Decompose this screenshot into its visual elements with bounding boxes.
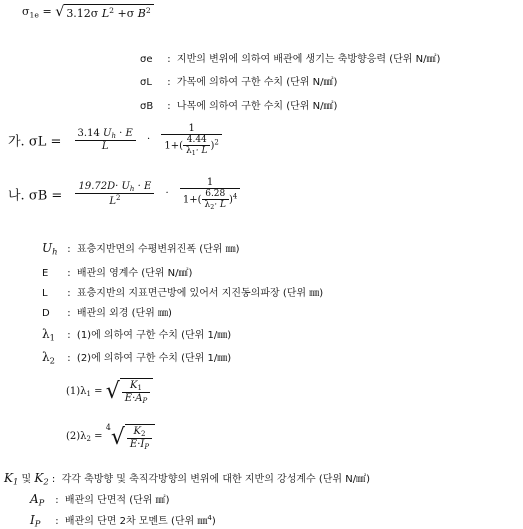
definition-e: E : 배관의 영계수 (단위 N/㎟) xyxy=(42,268,193,279)
equation-na-label: 나. σB = xyxy=(8,188,63,204)
definition-ip: $I_P$ : 배관의 단면 2차 모멘트 (단위 ㎜$^4$) xyxy=(30,513,216,529)
definition-sigma-l: σL : 가목에 의하여 구한 수치 (단위 N/㎟) xyxy=(140,77,338,88)
equation-ga-label: 가. σL = xyxy=(8,134,62,150)
definition-ap: $A_P$ : 배관의 단면적 (단위 ㎟) xyxy=(30,492,170,508)
definition-sigma-b: σB : 나목에 의하여 구한 수치 (단위 N/㎟) xyxy=(140,101,338,112)
sigma-1e-symbol: $\sigma_{1e}$ xyxy=(22,5,39,20)
definition-d: D : 배관의 외경 (단위 ㎜) xyxy=(42,308,172,319)
equation-lambda-1: $(1)\lambda_1$ = √ $\frac{K_1}{E\cdot A_P}$ xyxy=(66,378,153,405)
root-lambda-2: $^4$√ $\frac{K_2}{E\cdot I_P}$ xyxy=(106,423,155,451)
square-root: √ 3.12σ $L^2 +\sigma$ $B^2$ xyxy=(55,4,154,20)
definition-k1-k2: $K_1$ 및 $K_2$ : 각각 축방향 및 축직각방향의 변위에 대한 지반의 강성계수 (단위 N/㎟) xyxy=(4,471,370,487)
equation-lambda-2: $(2)\lambda_2 = ^4√$ $\frac{K_2}{E\cdot I_P}$ xyxy=(66,423,155,451)
root-lambda-1: √ $\frac{K_1}{E\cdot A_P}$ xyxy=(106,378,153,405)
fraction-na-main: $\frac{19.72D\cdot U_h \cdot E}{L^2}$ xyxy=(75,181,154,207)
fraction-ga-main: $\frac{3.14 U_h \cdot E}{L}$ xyxy=(75,128,136,152)
fraction-ga-damping: 1 1+( $\frac{4.44}{\lambda_1\cdot L}$ )$^2$ xyxy=(161,123,221,157)
definition-lambda-1: $\lambda_1$ : (1)에 의하여 구한 수치 (단위 1/㎜) xyxy=(42,327,232,343)
equation-ga-sigma-l: 가. σL = $\frac{3.14 U_h \cdot E}{L}$ · 1 1+( $\frac{4.44}{\lambda_1\cdot L}$ )$^2$ xyxy=(8,123,222,157)
equals-sign: = xyxy=(42,5,52,19)
fraction-na-damping: 1 1+( $\frac{6.28}{\lambda_2\cdot L}$ )$^4$ xyxy=(180,177,240,211)
definition-lambda-2: $\lambda_2$ : (2)에 의하여 구한 수치 (단위 1/㎜) xyxy=(42,350,232,366)
equation-na-sigma-b: 나. σB = $\frac{19.72D\cdot U_h \cdot E}{L^2}$ · 1 1+( $\frac{6.28}{\lambda_2\cdot L}$ )$^4$ xyxy=(8,177,240,211)
definition-uh: $U_h$ : 표층지반면의 수평변위진폭 (단위 ㎜) xyxy=(42,241,240,257)
equation-sigma-1e xyxy=(22,4,154,20)
definition-sigma-e: σe : 지반의 변위에 의하여 배관에 생기는 축방향응력 (단위 N/㎟) xyxy=(140,54,441,65)
definition-l: L : 표층지반의 지표면근방에 있어서 지진동의파장 (단위 ㎜) xyxy=(42,288,324,299)
